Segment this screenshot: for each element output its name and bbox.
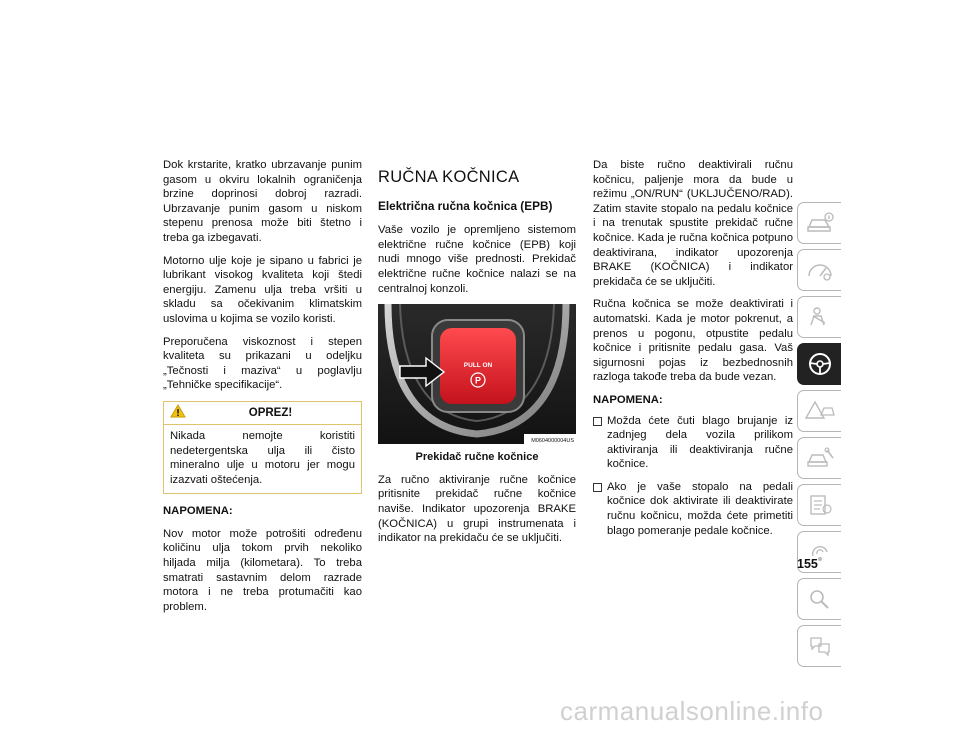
note-title: NAPOMENA:	[163, 505, 233, 518]
tab-service[interactable]	[797, 437, 841, 479]
service-maintenance-icon	[805, 446, 835, 470]
note-list	[593, 414, 793, 539]
tab-emergency[interactable]	[797, 390, 841, 432]
checkbox-bullet-icon	[593, 417, 602, 426]
warning-box	[163, 401, 362, 494]
paragraph: Ručna kočnica se može deaktivirati i automatski. Kada je motor pokrenut, a prenos u pogonu, otpustite pedalu kočnice i pritisnite pedalu gasa. Vaš sigurnosni pojas iz bezbednosnih razloga takođe treba da bude vezan.	[593, 298, 793, 384]
warning-text: Nikada nemojte koristiti nedetergentska ulja ili čisto mineralno ulje u motoru jer mogu izazvati oštećenja.	[170, 429, 355, 486]
page-number: 155	[797, 557, 818, 571]
steering-wheel-icon	[805, 351, 835, 377]
specifications-icon	[805, 493, 835, 517]
column-left	[163, 158, 362, 622]
chapter-tabs	[797, 202, 842, 672]
parking-brake-figure	[378, 304, 576, 444]
tab-specifications[interactable]	[797, 484, 841, 526]
paragraph: Motorno ulje koje je sipano u fabrici je lubrikant visokog kvaliteta koji štedi energiju. Zamenu ulja treba vršiti u skladu sa očekivanim klimatskim uslovima u kojima se vozilo koristi.	[163, 254, 362, 325]
checkbox-bullet-icon	[593, 483, 602, 492]
paragraph: Vaše vozilo je opremljeno sistemom električne ručne kočnice (EPB) koji nudi mnogo više prednosti. Prekidač električne ručne kočnice nalazi se na centralnoj konzoli.	[378, 224, 576, 295]
tab-dashboard-lights[interactable]	[797, 249, 841, 291]
paragraph: Preporučena viskoznost i stepen kvaliteta su prikazani u odeljku „Tečnosti i maziva“ u poglavlju „Tehničke specifikacije“.	[163, 335, 362, 392]
warning-icon	[170, 404, 186, 423]
pull-on-label: PULL ON	[463, 362, 493, 370]
paragraph: Dok krstarite, kratko ubrzavanje punim gasom u okviru lokalnih ograničenja brzine doprinosi dobroj razradi. Ubrzavanje punim gasom u niskom stepenu prenosa može biti štetno i treba ga izbegavati.	[163, 159, 362, 244]
list-item: Ako je vaše stopalo na pedali kočnice dok aktivirate ili deaktivirate ručnu kočnicu, možda ćete primetiti blago pomeranje pedale kočnice.	[593, 480, 793, 538]
language-icon	[805, 634, 835, 658]
paragraph: Za ručno aktiviranje ručne kočnice pritisnite prekidač ručne kočnice naviše. Indikator upozorenja BRAKE (KOČNICA) u grupi instrumenata i indikator na prekidaču će se uključiti.	[378, 473, 576, 545]
warning-header	[164, 402, 361, 425]
subsection-title: Električna ručna kočnica (EPB)	[378, 198, 553, 213]
watermark: carmanualsonline.info	[560, 696, 824, 726]
car-info-icon	[805, 211, 835, 235]
column-right	[593, 158, 793, 546]
safety-icon	[805, 305, 835, 329]
list-item: Možda ćete čuti blago brujanje iz zadnjeg dela vozila prilikom aktiviranja ili deaktiviranja ručne kočnice.	[593, 414, 793, 472]
tab-safety[interactable]	[797, 296, 841, 338]
dashboard-lights-icon	[805, 258, 835, 282]
search-icon	[805, 587, 835, 611]
tab-starting-operating[interactable]	[797, 343, 841, 385]
paragraph: Da biste ručno deaktivirali ručnu kočnicu, paljenje mora da bude u režimu „ON/RUN“ (UKLJUČENO/RAD). Zatim stavite stopalo na pedalu kočnice i na trenutak spustite prekidač ručne kočnice. Kada je ručna kočnica potpuno deaktivirana, indikator upozorenja BRAKE (KOČNICA) i indikator prekidača će se uključiti.	[593, 159, 793, 288]
column-middle	[378, 170, 576, 554]
tab-car-info[interactable]	[797, 202, 841, 244]
svg-text:P: P	[474, 375, 482, 386]
warning-title: OPREZ!	[248, 406, 293, 419]
tab-index[interactable]	[797, 578, 841, 620]
section-title: RUČNA KOČNICA	[378, 168, 520, 186]
note-title: NAPOMENA:	[593, 393, 663, 406]
emergency-icon	[805, 399, 835, 423]
tab-language[interactable]	[797, 625, 841, 667]
figure-caption: Prekidač ručne kočnice	[415, 451, 539, 464]
note-text: Nov motor može potrošiti određenu količinu ulja tokom prvih nekoliko hiljada milja (kilometara). To treba smatrati sastavnim delom razrade motora i ne treba protumačiti kao problem.	[163, 527, 362, 613]
figure-code: M0604000004US	[531, 438, 574, 445]
